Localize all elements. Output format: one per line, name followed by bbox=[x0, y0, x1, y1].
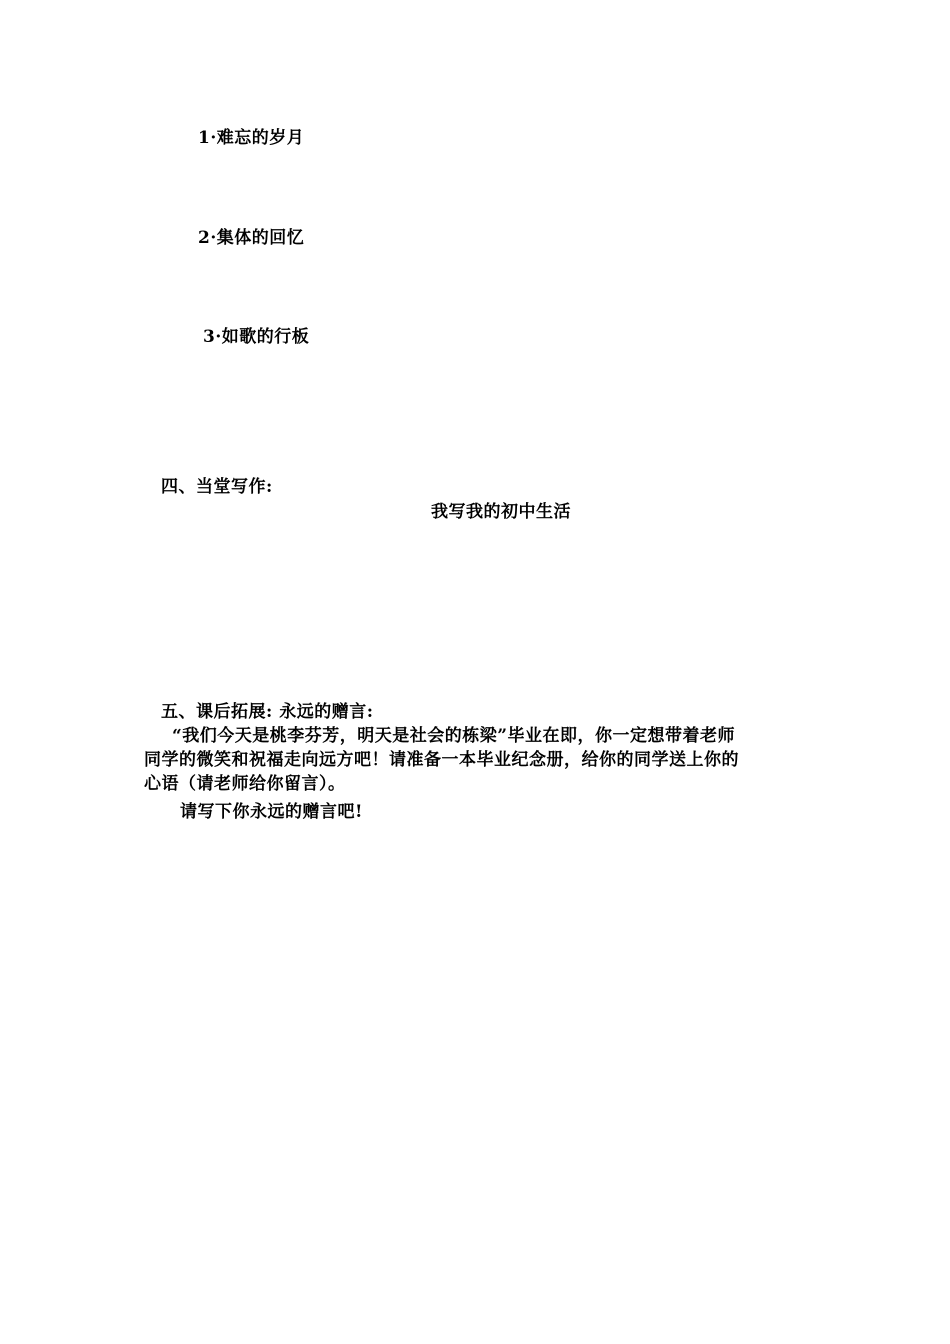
essay-title: 我写我的初中生活 bbox=[431, 502, 571, 522]
section-5-heading: 五、课后拓展: 永远的赠言: bbox=[161, 702, 374, 722]
item-2-heading: 2·集体的回忆 bbox=[198, 228, 305, 248]
paragraph-line: “我们今天是桃李芬芳，明天是社会的栋梁”毕业在即，你一定想带着老师 bbox=[172, 726, 736, 746]
item-1-heading: 1·难忘的岁月 bbox=[198, 128, 305, 148]
section-4-heading: 四、当堂写作: bbox=[161, 477, 273, 497]
item-3-heading: 3·如歌的行板 bbox=[203, 327, 310, 347]
instruction-text: 请写下你永远的赠言吧! bbox=[180, 802, 363, 822]
paragraph-line: 同学的微笑和祝福走向远方吧！请准备一本毕业纪念册，给你的同学送上你的 bbox=[144, 750, 739, 770]
paragraph-line: 心语（请老师给你留言）。 bbox=[144, 774, 346, 794]
